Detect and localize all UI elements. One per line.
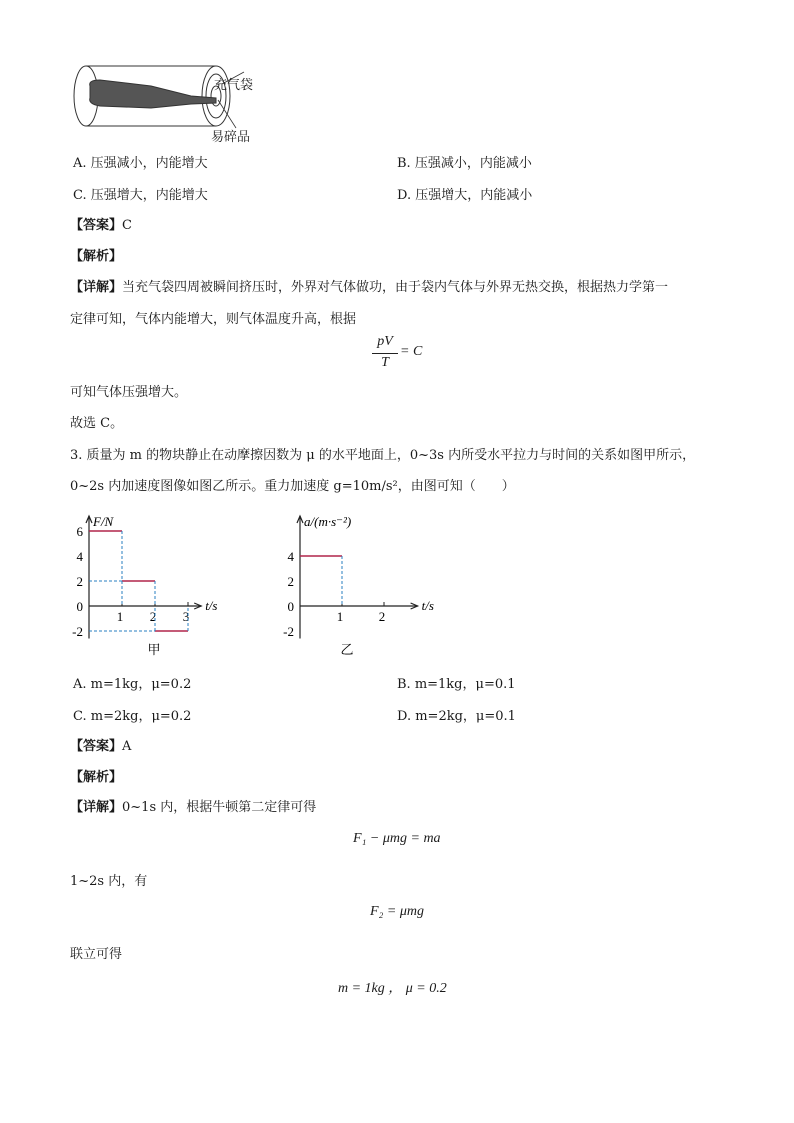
q3-option-c: C. m=2kg，μ=0.2 [73,709,192,724]
x-tick-label: 3 [182,609,190,624]
q3-stem-line2: 0~2s 内加速度图像如图乙所示。重力加速度 g=10m/s²，由图可知（ ） [70,479,515,494]
q2-answer-line [70,214,132,233]
equation-newton-second: F₁ − μmg = ma [353,831,441,846]
y-axis-label: a/(m·s⁻²) [304,514,352,529]
q3-option-d: D. m=2kg，μ=0.1 [397,709,516,724]
q2-detail-tag: 【详解】 [70,280,123,295]
equation-result: m = 1kg ， μ = 0.2 [338,981,447,996]
q2-option-b: B. 压强减小，内能减小 [397,156,532,171]
y-tick-label: 0 [76,599,83,614]
y-tick-label: 2 [76,574,83,589]
q2-option-d: D. 压强增大，内能减小 [397,188,533,203]
q2-detail-text1: 当充气袋四周被瞬间挤压时，外界对气体做功，由于袋内气体与外界无热交换，根据热力学第一 [122,280,669,295]
x-tick-label: 2 [149,609,157,624]
x-tick-label: 2 [378,609,386,624]
q2-detail-line2: 定律可知，气体内能增大，则气体温度升高，根据 [70,312,357,327]
x-tick-label: 1 [116,609,124,624]
formula-rhs: = C [400,344,423,359]
ideal-gas-formula [370,334,450,374]
q2-option-c: C. 压强增大，内能增大 [73,188,208,203]
q3-detail-text1: 0~1s 内，根据牛顿第二定律可得 [122,800,317,815]
q3-combine: 联立可得 [70,947,123,962]
chart-caption: 甲 [147,642,161,657]
chart-force-time [62,502,262,662]
q2-choose: 故选 C。 [70,416,124,431]
equation-friction-balance: F₂ = μmg [370,904,425,919]
q3-detail-line1 [70,796,316,815]
q3-answer-tag: 【答案】 [70,739,123,754]
q3-option-a: A. m=1kg，μ=0.2 [73,677,192,692]
q3-line-1-2s: 1~2s 内，有 [70,874,148,889]
q2-detail-line1 [70,276,668,295]
y-tick-label: 4 [287,549,294,564]
q2-option-a: A. 压强减小，内能增大 [73,156,208,171]
x-tick-label: 1 [336,609,344,624]
q3-answer-line [70,735,131,754]
y-tick-label: 6 [76,524,83,539]
y-tick-label: -2 [72,624,83,639]
q2-conclusion: 可知气体压强增大。 [70,385,188,400]
label-air-bag: 充气袋 [214,78,254,93]
y-tick-label: 2 [287,574,294,589]
chart-caption: 乙 [340,642,354,657]
chart-acceleration-time [280,502,450,662]
y-axis-label: F/N [93,514,114,529]
q3-detail-tag: 【详解】 [70,800,123,815]
label-fragile-item: 易碎品 [211,130,251,145]
q3-option-b: B. m=1kg，μ=0.1 [397,677,516,692]
q3-stem-line1: 3. 质量为 m 的物块静止在动摩擦因数为 μ 的水平地面上，0~3s 内所受水平拉力与时间的关系如图甲所示， [70,448,696,463]
q2-answer-tag: 【答案】 [70,218,123,233]
formula-denominator: T [381,355,389,370]
x-axis-label: t/s [421,598,434,613]
formula-numerator: pV [377,334,393,349]
x-axis-label: t/s [205,598,218,613]
y-tick-label: 0 [287,599,294,614]
formula-fraction-bar [372,353,398,354]
q3-analysis-tag: 【解析】 [70,770,123,785]
q2-analysis-tag: 【解析】 [70,249,123,264]
q3-answer: A [122,739,132,754]
y-tick-label: -2 [283,624,294,639]
y-tick-label: 4 [76,549,83,564]
q2-answer: C [122,218,132,233]
